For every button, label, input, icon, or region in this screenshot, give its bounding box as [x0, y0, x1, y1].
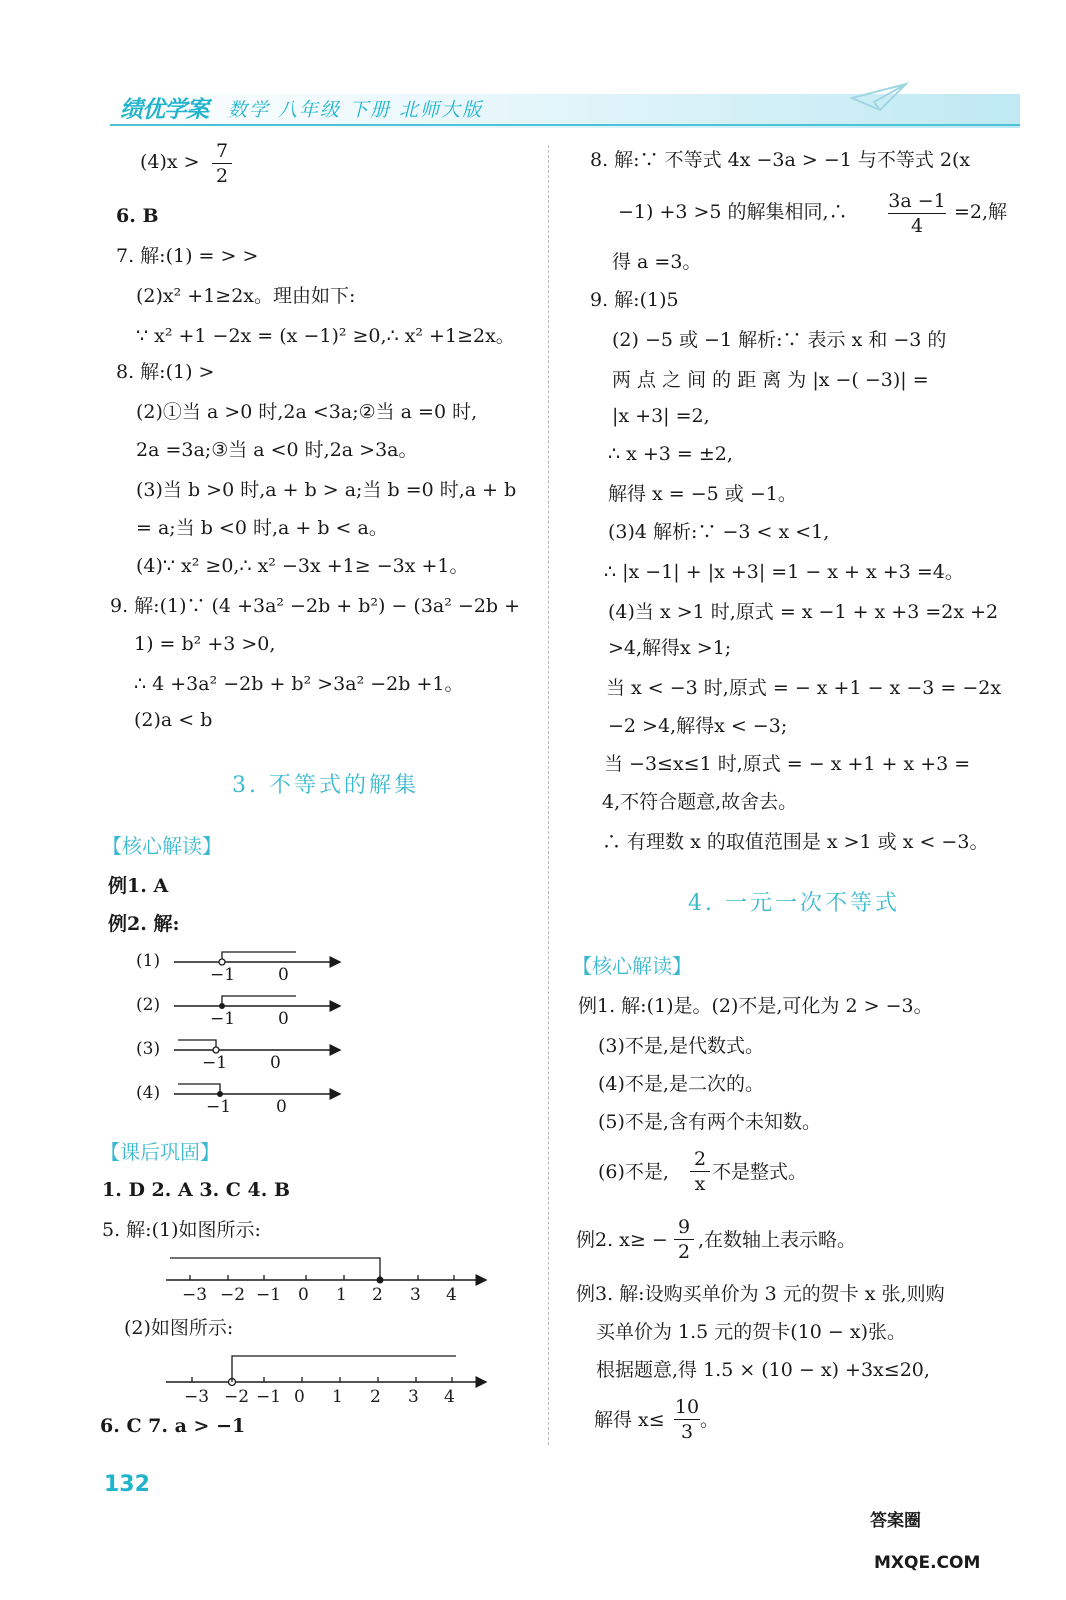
tick-label: 0: [278, 965, 289, 985]
axis-tick-label: −3: [182, 1285, 208, 1305]
answer-line: 9. 解:(1)5: [590, 289, 679, 311]
example-line: 解得 x≤: [594, 1409, 665, 1431]
page-number: 132: [104, 1472, 150, 1497]
axis-tick-label: −3: [184, 1387, 210, 1407]
number-line-label: (1): [136, 951, 161, 971]
answer-line: (2)如图所示:: [124, 1317, 234, 1339]
answer-line: |x +3| =2,: [612, 405, 710, 427]
fraction-denominator: 4: [910, 215, 924, 237]
example-line: 例1. 解:(1)是。(2)不是,可化为 2 > −3。: [578, 995, 933, 1017]
answer-line: 8. 解:(1) >: [116, 361, 215, 383]
example-line: ,在数轴上表示略。: [698, 1229, 857, 1251]
column-divider: [548, 145, 549, 1445]
example-line: 根据题意,得 1.5 × (10 − x) +3x≤20,: [596, 1359, 930, 1381]
tick-label: 0: [278, 1009, 289, 1029]
number-line-figures: [130, 944, 360, 1134]
section-tag: 【核心解读】: [102, 834, 222, 858]
axis-tick-label: 0: [294, 1387, 305, 1407]
answer-line: 当 −3≤x≤1 时,原式 = − x +1 + x +3 =: [604, 753, 971, 775]
answer-line: 9. 解:(1)∵ (4 +3a² −2b + b²) − (3a² −2b +: [110, 595, 521, 617]
answer-line: ∴ |x −1| + |x +3| =1 − x + x +3 =4。: [604, 561, 964, 583]
number-line-1: [160, 1248, 500, 1308]
svg-text:答案圈: 答案圈: [870, 1511, 921, 1531]
answer-line: 1) = b² +3 >0,: [134, 633, 276, 655]
axis-tick-label: 3: [410, 1285, 421, 1305]
paper-plane-icon: [850, 80, 910, 120]
axis-tick-label: −1: [256, 1387, 282, 1407]
section-tag: 【核心解读】: [572, 954, 692, 978]
tick-label: −1: [206, 1097, 232, 1117]
answer-line: (2) −5 或 −1 解析:∵ 表示 x 和 −3 的: [612, 329, 947, 351]
example-line: 例2. 解:: [108, 913, 180, 935]
example-line: 例3. 解:设购买单价为 3 元的贺卡 x 张,则购: [576, 1283, 945, 1305]
answer-line: 解得 x = −5 或 −1。: [608, 483, 797, 505]
answer-line: =2,解: [954, 201, 1008, 223]
section-title: 3. 不等式的解集: [232, 773, 419, 798]
answer-line: (4)x >: [140, 151, 200, 173]
example-line: (5)不是,含有两个未知数。: [598, 1111, 821, 1133]
example-line: 不是整式。: [712, 1161, 808, 1183]
fraction: [674, 1396, 700, 1443]
example-line: (3)不是,是代数式。: [598, 1035, 764, 1057]
answer-line: ∴ 有理数 x 的取值范围是 x >1 或 x < −3。: [602, 831, 989, 853]
solution-ray: [178, 1040, 216, 1050]
fraction-numerator: 9: [677, 1216, 691, 1238]
axis-tick-label: −2: [220, 1285, 246, 1305]
answer-line: 6. B: [116, 205, 159, 227]
number-line-label: (3): [136, 1039, 161, 1059]
axis-tick-label: 2: [370, 1387, 381, 1407]
answer-line: 两 点 之 间 的 距 离 为 |x −( −3)| =: [612, 369, 929, 391]
answer-line: 7. 解:(1) = > >: [116, 245, 259, 267]
answer-line: 当 x < −3 时,原式 = − x +1 − x −3 = −2x: [606, 677, 1002, 699]
number-line-2: [160, 1348, 500, 1408]
answer-line: 5. 解:(1)如图所示:: [102, 1219, 261, 1241]
tick-label: −1: [210, 965, 236, 985]
axis-tick-label: −2: [224, 1387, 250, 1407]
brand-logo: 绩优学案: [120, 97, 208, 123]
solution-ray: [232, 1356, 456, 1382]
solution-ray: [222, 952, 296, 962]
axis-tick-label: 1: [332, 1387, 343, 1407]
answer-line: 6. C 7. a > −1: [100, 1415, 246, 1437]
axis-tick-label: 1: [336, 1285, 347, 1305]
fraction-denominator: 2: [677, 1241, 691, 1263]
tick-label: −1: [202, 1053, 228, 1073]
number-line-label: (4): [136, 1083, 161, 1103]
book-subtitle: 数学 八年级 下册 北师大版: [228, 99, 484, 121]
tick-label: −1: [210, 1009, 236, 1029]
solution-ray: [222, 996, 296, 1006]
answer-line: ∴ x +3 = ±2,: [608, 443, 733, 465]
answer-line: (4)当 x >1 时,原式 = x −1 + x +3 =2x +2: [608, 601, 999, 623]
tick-label: 0: [270, 1053, 281, 1073]
answer-line: = a;当 b <0 时,a + b < a。: [136, 517, 388, 539]
solution-ray: [178, 1084, 220, 1094]
section-title: 4. 一元一次不等式: [688, 891, 900, 916]
answer-line: (2)a < b: [134, 709, 213, 731]
fraction-denominator: x: [694, 1173, 706, 1195]
solution-ray: [170, 1258, 380, 1280]
axis-tick-label: 4: [446, 1285, 457, 1305]
svg-text:MXQE.COM: MXQE.COM: [874, 1553, 981, 1573]
answer-line: ∴ 4 +3a² −2b + b² >3a² −2b +1。: [134, 673, 464, 695]
answer-line: (4)∵ x² ≥0,∴ x² −3x +1≥ −3x +1。: [136, 555, 469, 577]
example-line: 例2. x≥ −: [576, 1229, 668, 1251]
fraction-numerator: 2: [693, 1148, 707, 1170]
example-line: 。: [700, 1409, 720, 1431]
section-tag: 【课后巩固】: [100, 1140, 220, 1164]
axis-tick-label: 4: [444, 1387, 455, 1407]
answer-line: (3)当 b >0 时,a + b > a;当 b =0 时,a + b: [136, 479, 517, 501]
answer-line: −2 >4,解得x < −3;: [608, 715, 788, 737]
answer-line: 1. D 2. A 3. C 4. B: [102, 1179, 291, 1201]
fraction-numerator: 3a −1: [888, 190, 946, 212]
answer-line: ∵ x² +1 −2x = (x −1)² ≥0,∴ x² +1≥2x。: [136, 325, 515, 347]
answer-line: 得 a =3。: [612, 251, 702, 273]
answer-line: −1) +3 >5 的解集相同,∴: [618, 201, 848, 223]
answer-line: 2a =3a;③当 a <0 时,2a >3a。: [136, 439, 418, 461]
answer-line: (2)x² +1≥2x。理由如下:: [136, 285, 356, 307]
watermark-logo: [866, 1470, 1036, 1580]
fraction-numerator: 10: [674, 1396, 700, 1418]
answer-line: 4,不符合题意,故舍去。: [602, 791, 798, 813]
fraction: [690, 1148, 710, 1195]
fraction: [674, 1216, 694, 1263]
watermark: [866, 1470, 1036, 1584]
axis-tick-label: −1: [256, 1285, 282, 1305]
page-header: [110, 88, 1020, 130]
axis-tick-label: 2: [372, 1285, 383, 1305]
fraction-numerator: 7: [215, 140, 229, 162]
example-line: 买单价为 1.5 元的贺卡(10 − x)张。: [596, 1321, 907, 1343]
header-rule: [110, 124, 1020, 126]
tick-label: 0: [276, 1097, 287, 1117]
example-line: (4)不是,是二次的。: [598, 1073, 764, 1095]
fraction: [888, 190, 946, 237]
example-line: 例1. A: [108, 875, 169, 897]
answer-line: >4,解得x >1;: [608, 637, 732, 659]
axis-tick-label: 0: [298, 1285, 309, 1305]
fraction-denominator: 2: [215, 165, 229, 187]
fraction: [212, 140, 232, 187]
answer-line: 8. 解:∵ 不等式 4x −3a > −1 与不等式 2(x: [590, 149, 971, 171]
number-line-label: (2): [136, 995, 161, 1015]
fraction-denominator: 3: [680, 1421, 694, 1443]
answer-line: (3)4 解析:∵ −3 < x <1,: [608, 521, 830, 543]
axis-tick-label: 3: [408, 1387, 419, 1407]
answer-line: (2)①当 a >0 时,2a <3a;②当 a =0 时,: [136, 401, 478, 423]
example-line: (6)不是,: [598, 1161, 669, 1183]
